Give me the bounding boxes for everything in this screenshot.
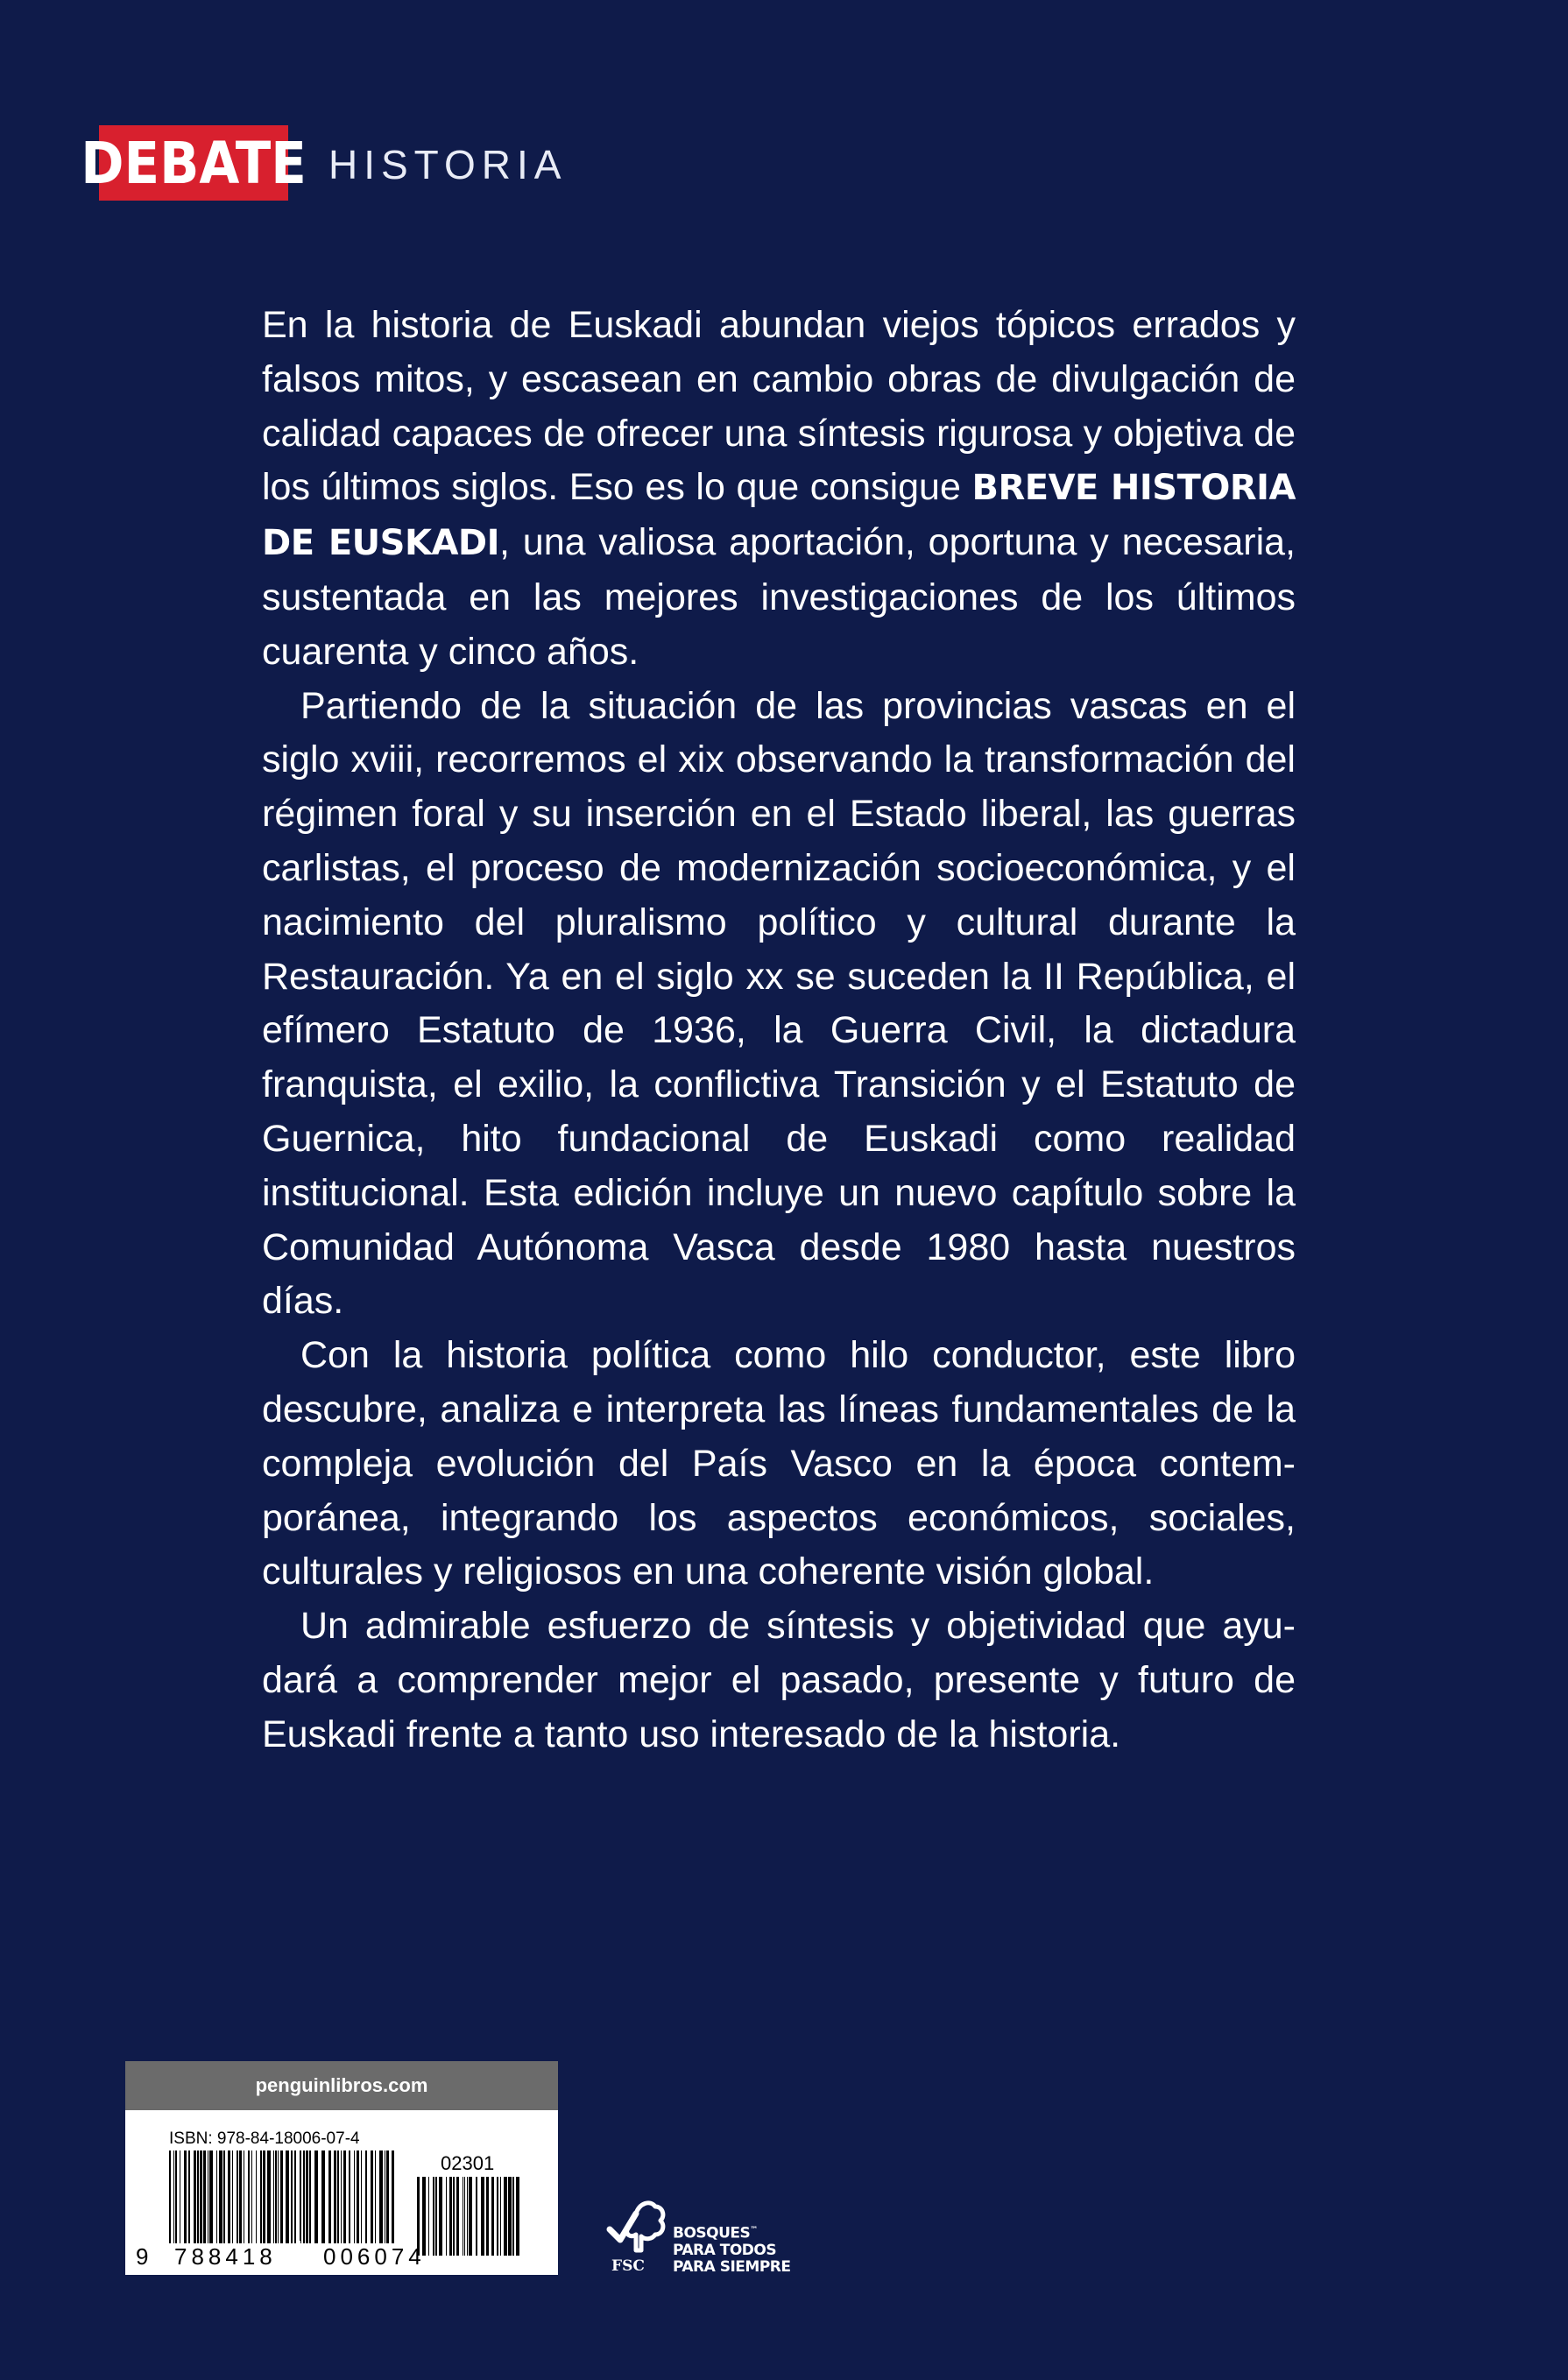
barcode-bar	[349, 2150, 350, 2243]
barcode-bar	[278, 2150, 279, 2243]
barcode-bar	[219, 2150, 222, 2243]
blurb	[262, 299, 1296, 1762]
fsc-slogan	[673, 2222, 790, 2276]
barcode-bar	[433, 2177, 434, 2256]
barcode-bar	[439, 2177, 442, 2256]
barcode-bar	[386, 2150, 389, 2243]
fsc-slogan-line-2: PARA TODOS	[673, 2241, 777, 2259]
barcode-bar	[446, 2177, 447, 2256]
barcode-left-digits: 788418	[174, 2243, 277, 2270]
barcode-bar	[392, 2150, 394, 2243]
fsc-tree-check-icon	[601, 2194, 671, 2264]
barcode-panel	[125, 2061, 558, 2275]
barcode-bar	[203, 2150, 206, 2243]
barcode-bar	[306, 2150, 308, 2243]
barcode-bar	[197, 2150, 199, 2243]
barcode-first-digit: 9	[136, 2243, 149, 2270]
barcode-bar	[497, 2177, 498, 2256]
barcode-bar	[223, 2150, 225, 2243]
barcode-bar	[216, 2150, 217, 2243]
fsc-label: FSC	[611, 2257, 645, 2275]
blurb-paragraph-1-intro: En la historia de Euskadi abundan viejos tópicos errados y falsos mitos, y escasean en cambio obras de divulgación de calidad capaces de ofrecer una síntesis rigurosa y objetiva de los últimos siglos. Eso es lo que consigue	[262, 304, 1296, 509]
fsc-logo	[601, 2194, 829, 2282]
barcode-bar	[194, 2150, 196, 2243]
publisher-brand: DEBATE	[99, 125, 288, 201]
barcode-bar	[300, 2150, 301, 2243]
barcode-bar	[169, 2150, 171, 2243]
barcode-bar	[343, 2150, 346, 2243]
barcode-bar	[260, 2150, 262, 2243]
blurb-paragraph-1	[262, 299, 1296, 680]
barcode-bar	[354, 2150, 355, 2243]
blurb-paragraph-1-rest: , una valiosa aportación, oportuna y necesaria, sustentada en las mejores investigaciones de los últimos cuarenta y cinco años.	[262, 521, 1296, 673]
barcode-bar	[469, 2177, 472, 2256]
blurb-paragraph-4: Un admirable esfuerzo de síntesis y objetividad que ayudará a comprender mejor el pasado, presente y futuro de Euskadi frente a tanto uso interesado de la historia.	[262, 1605, 1296, 1755]
blurb-paragraph-2: Partiendo de la situación de las provincias vascas en el siglo xviii, recorremos el xix observando la transformación del régimen foral y su inserción en el Estado liberal, las guerras carlistas, el proceso de modernización socioeconómica, y el nacimiento del pluralismo político y cultural durante la Restauración. Ya en el siglo xx se suceden la II República, el efímero Estatuto de 1936, la Guerra Civil, la dictadura franquista, el exilio, la conflictiva Transición y el Estatuto de Guernica, hito fundacional de Euskadi como realidad institucional. Esta edición incluye un nuevo capítulo sobre la Comunidad Autónoma Vasca desde 1980 hasta nuestros días.	[262, 684, 1296, 1323]
barcode-bar	[286, 2150, 289, 2243]
publisher-logo	[81, 125, 568, 201]
barcode-bar	[337, 2150, 339, 2243]
barcode-bar	[504, 2177, 507, 2256]
barcode-bar	[256, 2150, 257, 2243]
barcode-bar	[175, 2150, 177, 2243]
barcode-bar	[449, 2177, 452, 2256]
barcode-bar	[314, 2150, 318, 2243]
barcode-bar	[184, 2150, 187, 2243]
barcode-bar	[428, 2177, 429, 2256]
book-title: BREVE HISTORIA DE EUSKADI	[262, 468, 1296, 564]
barcode-bar	[294, 2150, 296, 2243]
barcode-bar	[328, 2150, 331, 2243]
barcode-bar	[173, 2150, 174, 2243]
barcode-bar	[435, 2177, 437, 2256]
barcode-bar	[309, 2150, 311, 2243]
barcode-bar	[456, 2177, 459, 2256]
barcode-bar	[280, 2150, 283, 2243]
blurb-paragraph-3: Con la historia política como hilo conductor, este libro descubre, analiza e interpreta las líneas fundamentales de la compleja evolución del País Vasco en la época contemporánea, integrando los aspectos económicos, sociales, culturales y religiosos en una coherente visión global.	[262, 1334, 1296, 1593]
addon-barcode-bars	[417, 2177, 519, 2256]
barcode-bar	[267, 2150, 271, 2243]
barcode-bar	[334, 2150, 336, 2243]
barcode-bar	[263, 2150, 265, 2243]
fsc-slogan-line-3: PARA SIEMPRE	[673, 2257, 791, 2276]
fsc-trademark: ™	[750, 2226, 758, 2235]
barcode-bar	[200, 2150, 202, 2243]
barcode-bar	[239, 2150, 242, 2243]
barcode-bar	[303, 2150, 305, 2243]
barcode-bar	[453, 2177, 455, 2256]
barcode-bar	[237, 2150, 238, 2243]
fsc-slogan-line-1: BOSQUES	[673, 2224, 751, 2242]
barcode-bar	[273, 2150, 274, 2243]
barcode-bar	[321, 2150, 325, 2243]
barcode-bar	[467, 2177, 468, 2256]
barcode-bar	[375, 2150, 376, 2243]
barcode-bar	[476, 2177, 477, 2256]
barcode-bar	[275, 2150, 277, 2243]
collection-name: HISTORIA	[328, 142, 568, 187]
barcode-bar	[379, 2150, 383, 2243]
barcode-bar	[232, 2150, 233, 2243]
barcode-bar	[357, 2150, 359, 2243]
ean-barcode-bars	[169, 2150, 394, 2243]
barcode-bar	[228, 2150, 230, 2243]
barcode-bar	[209, 2150, 213, 2243]
barcode-bar	[371, 2150, 373, 2243]
barcode-bar	[341, 2150, 342, 2243]
isbn-text: ISBN: 978-84-18006-07-4	[169, 2129, 360, 2148]
addon-number: 02301	[441, 2152, 495, 2174]
barcode-bar	[491, 2177, 494, 2256]
barcode-bar	[248, 2150, 250, 2243]
barcode-bar	[486, 2177, 489, 2256]
barcode-bar	[361, 2150, 362, 2243]
barcode-bar	[500, 2177, 501, 2256]
barcode-bar	[508, 2177, 512, 2256]
barcode-right-digits: 006074	[323, 2243, 426, 2270]
barcode-bar	[188, 2150, 190, 2243]
barcode-bar	[516, 2177, 519, 2256]
barcode-bar	[464, 2177, 465, 2256]
barcode-bar	[481, 2177, 484, 2256]
barcode-bar	[291, 2150, 293, 2243]
barcode-bar	[365, 2150, 367, 2243]
barcode-bar	[251, 2150, 252, 2243]
website-label: penguinlibros.com	[125, 2061, 558, 2110]
barcode-bar	[512, 2177, 514, 2256]
